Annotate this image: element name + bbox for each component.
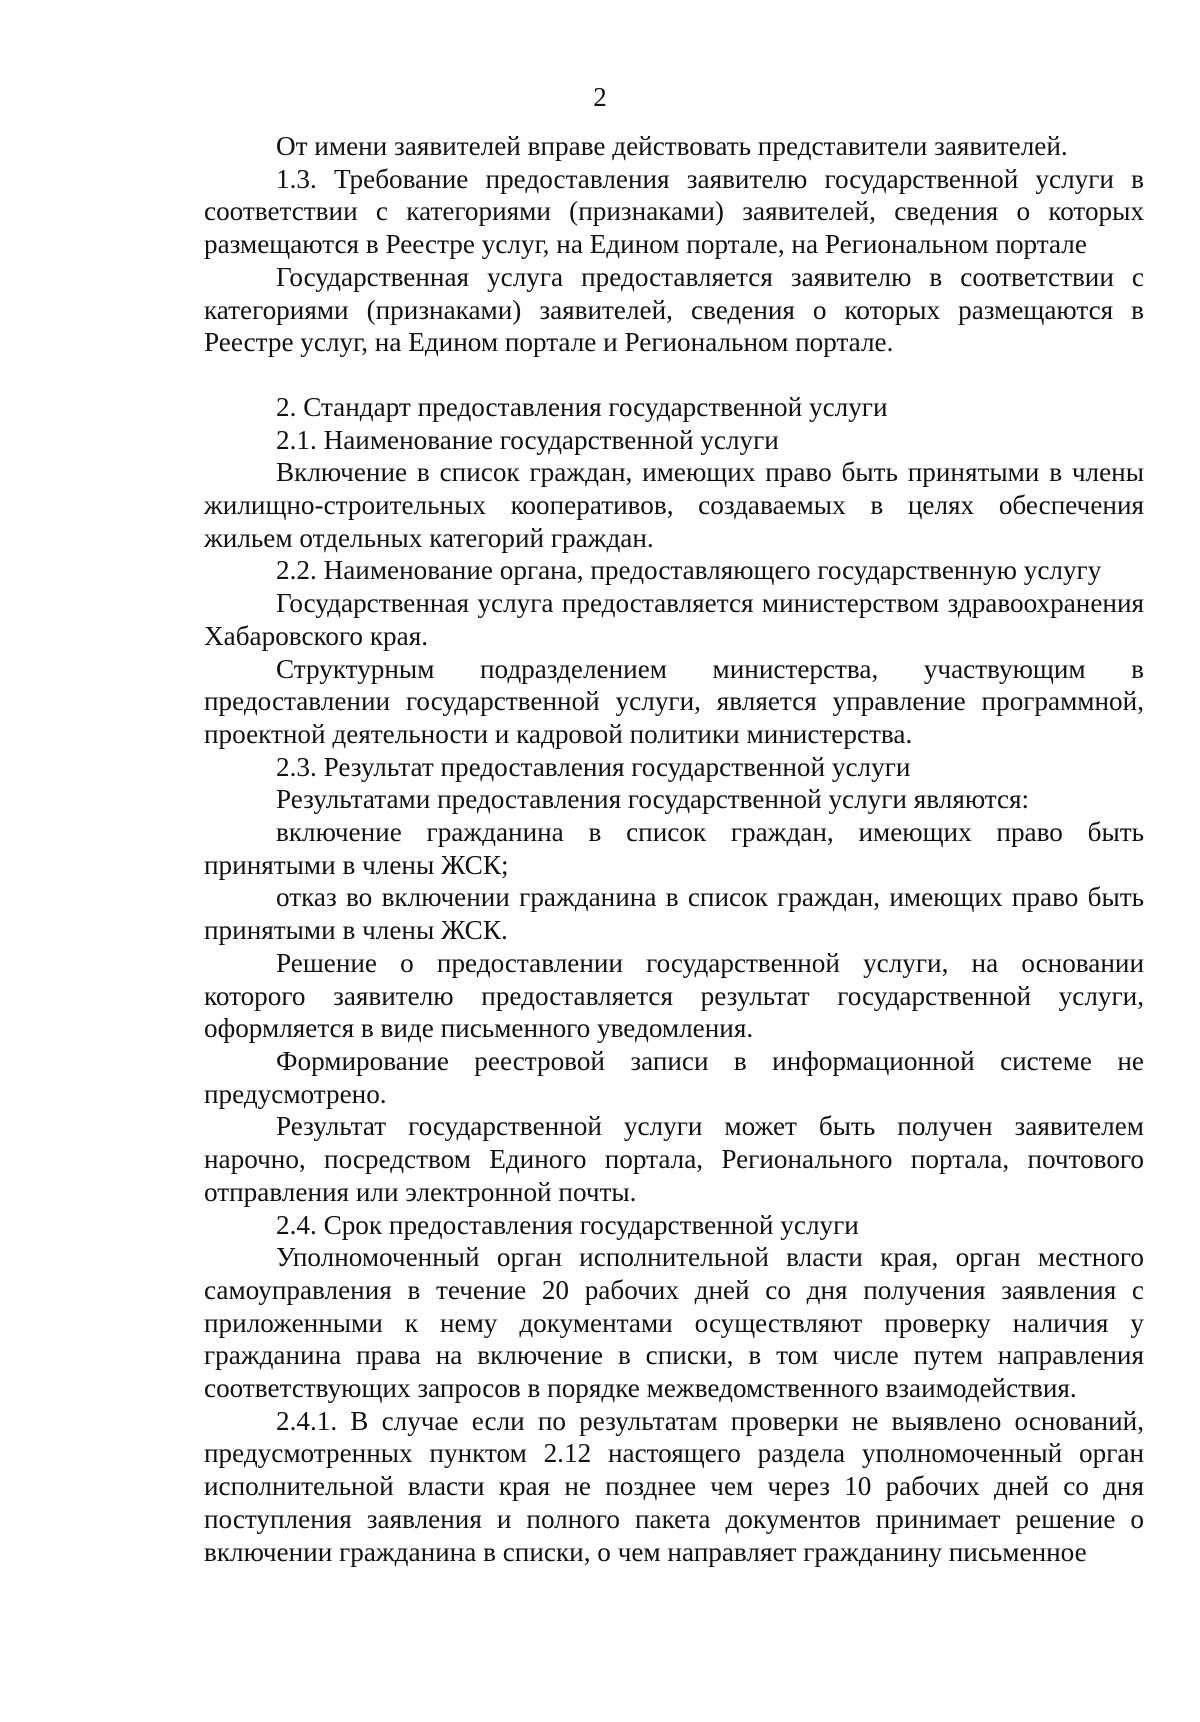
paragraph-representatives: От имени заявителей вправе действовать представители заявителей. [276, 131, 1068, 161]
paragraph-2-2-heading: 2.2. Наименование органа, предоставляющего государственную услугу [276, 555, 1102, 586]
paragraph-1-3-text: Государственная услуга предоставляется заявителю в соответствии с категориями (признаками) заявителей, сведения о которых размещаются в Реестре услуг, на Едином портале и Региональном портале. [204, 261, 1144, 358]
paragraph-2-1-heading: 2.1. Наименование государственной услуги [276, 424, 779, 455]
paragraph-1-3-heading: 1.3. Требование предоставления заявителю государственной услуги в соответствии с категориями (признаками) заявителей, сведения о которых размещаются в Реестре услуг, на Едином портале, на Региональном портале [204, 163, 1144, 260]
paragraph-2-3-decision: Решение о предоставлении государственной услуги, на основании которого заявителю предоставляется результат государственной услуги, оформляется в виде письменного уведомления. [204, 947, 1144, 1044]
paragraph-2-3-result-inclusion: включение гражданина в список граждан, имеющих право быть принятыми в члены ЖСК; [204, 817, 1144, 880]
section-2-heading: 2. Стандарт предоставления государственной услуги [276, 391, 888, 422]
document-body [204, 130, 1144, 1568]
paragraph-2-3-results-intro: Результатами предоставления государственной услуги являются: [276, 784, 1030, 815]
paragraph-2-3-registry-record: Формирование реестровой записи в информационной системе не предусмотрено. [204, 1045, 1144, 1109]
paragraph-2-2-text: Государственная услуга предоставляется министерством здравоохранения Хабаровского края. [204, 588, 1144, 651]
paragraph-2-2-structural-unit: Структурным подразделением министерства, участвующим в предоставлении государственной услуги, является управление программной, проектной деятельности и кадровой политики министерства. [204, 653, 1144, 749]
paragraph-2-1-text: Включение в список граждан, имеющих право быть принятыми в члены жилищно-строительных кооперативов, создаваемых в целях обеспечения жильем отдельных категорий граждан. [204, 457, 1144, 553]
paragraph-2-4-1-text: 2.4.1. В случае если по результатам проверки не выявлено оснований, предусмотренных пунктом 2.12 настоящего раздела уполномоченный орган исполнительной власти края не позднее чем через 10 рабочих дней со дня поступления заявления и полного пакета документов принимает решение о включении гражданина в списки, о чем направляет гражданину письменное [204, 1405, 1144, 1567]
paragraph-2-3-delivery: Результат государственной услуги может быть получен заявителем нарочно, посредством Единого портала, Регионального портала, почтового отправления или электронной почты. [204, 1111, 1144, 1207]
paragraph-2-3-result-refusal: отказ во включении гражданина в список граждан, имеющих право быть принятыми в члены ЖСК. [204, 882, 1144, 946]
page-number: 2 [593, 82, 607, 112]
paragraph-2-3-heading: 2.3. Результат предоставления государственной услуги [276, 751, 911, 782]
paragraph-2-4-text: Уполномоченный орган исполнительной власти края, орган местного самоуправления в течение 20 рабочих дней со дня получения заявления с приложенными к нему документами осуществляют проверку наличия у гражданина права на включение в списки, в том числе путем направления соответствующих запросов в порядке межведомственного взаимодействия. [204, 1242, 1144, 1404]
paragraph-2-4-heading: 2.4. Срок предоставления государственной услуги [276, 1209, 859, 1240]
